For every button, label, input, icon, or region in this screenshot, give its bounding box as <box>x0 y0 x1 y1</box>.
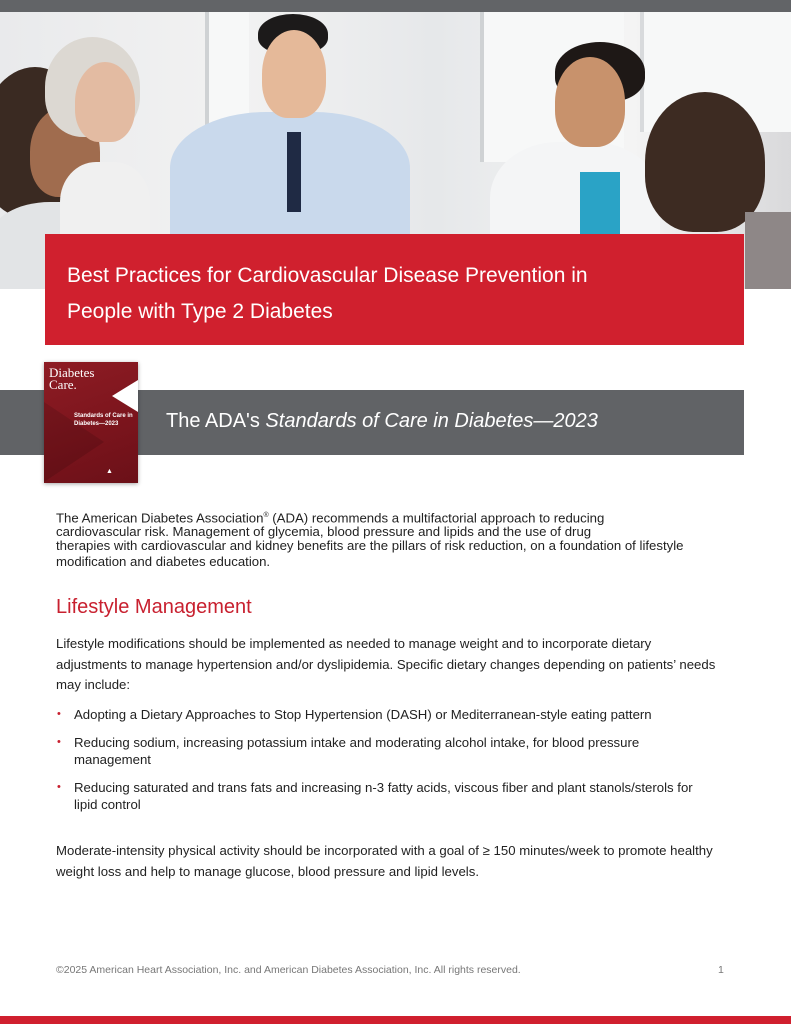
list-item: • Reducing sodium, increasing potassium intake and moderating alcohol intake, for blood pressure management <box>57 735 640 767</box>
ada-logo-icon: ▲ <box>106 468 113 475</box>
dietary-changes-list <box>56 706 716 824</box>
title-banner <box>45 234 744 345</box>
section-heading-lifestyle: Lifestyle Management <box>56 596 252 618</box>
band-italic-title: Standards of Care in Diabetes—2023 <box>265 410 598 432</box>
lifestyle-paragraph: Lifestyle modifications should be implemented as needed to manage weight and to incorporate dietary adjustments to manage hypertension and/or dyslipidemia. Specific dietary changes depending on patients’ needs may include: <box>56 636 716 692</box>
cover-journal-title: Diabetes Care. <box>49 365 95 392</box>
bullet-icon: • <box>57 708 61 720</box>
bullet-icon: • <box>57 781 61 793</box>
bullet-icon: • <box>57 736 61 748</box>
page-title <box>67 258 722 330</box>
cover-triangle-icon <box>112 380 138 412</box>
physical-activity-paragraph: Moderate-intensity physical activity should be incorporated with a goal of ≥ 150 minutes/week to promote healthy weight loss and help to manage glucose, blood pressure and lipid levels. <box>56 843 713 879</box>
registered-mark: ® <box>263 512 269 519</box>
page-title-line-1: Best Practices for Cardiovascular Disease Prevention in <box>67 264 588 287</box>
page-title-line-2: People with Type 2 Diabetes <box>67 300 333 323</box>
list-item: • Adopting a Dietary Approaches to Stop Hypertension (DASH) or Mediterranean-style eating pattern <box>57 707 652 722</box>
copyright-notice: ©2025 American Heart Association, Inc. and American Diabetes Association, Inc. All rights reserved. <box>56 964 521 976</box>
standards-band-text <box>166 410 598 433</box>
bottom-red-bar <box>0 1016 791 1024</box>
diabetes-care-cover-image <box>44 362 138 483</box>
cover-subtitle: Standards of Care in Diabetes—2023 <box>74 413 133 427</box>
list-item: • Reducing saturated and trans fats and increasing n-3 fatty acids, viscous fiber and plant stanols/sterols for lipid control <box>57 780 693 812</box>
intro-paragraph: The American Diabetes Association® (ADA) recommends a multifactorial approach to reducing cardiovascular risk. Management of glycemia, blood pressure and lipids and the use of drug therapies with cardiovascular and kidney benefits are the pillars of risk reduction, on a foundation of lifestyle modification and diabetes education. <box>56 510 684 570</box>
band-prefix: The ADA's <box>166 410 260 432</box>
page-number: 1 <box>718 964 724 976</box>
top-gray-bar <box>0 0 791 12</box>
